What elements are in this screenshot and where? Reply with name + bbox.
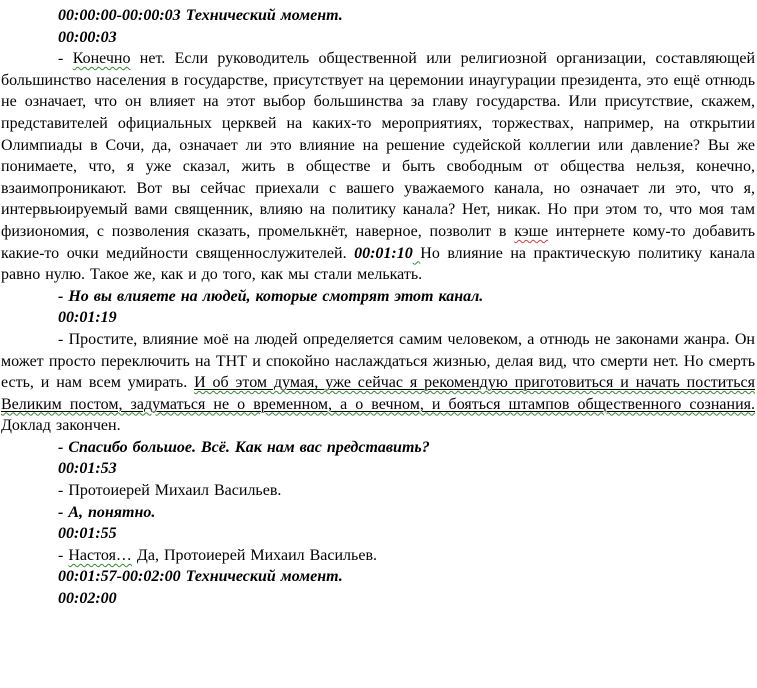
paragraph-answer-name-repeat — [1, 545, 755, 567]
paragraph-answer-death-fast — [1, 329, 755, 437]
timestamp-inline: 00:01:55 — [58, 525, 117, 543]
text-run: - — [58, 546, 69, 564]
paragraph-time-00-02-00 — [1, 588, 755, 610]
text-run: - Протоиерей Михаил Васильев. — [58, 482, 282, 500]
timestamp-inline: 00:00:00-00:00:03 Технический момент. — [58, 7, 343, 24]
timestamp-inline: 00:02:00 — [58, 590, 117, 608]
timestamp-inline: 00:01:19 — [58, 309, 117, 327]
misspelled-word: кэше — [514, 222, 549, 240]
paragraph-tech-moment-1 — [1, 5, 755, 27]
grammar-flagged-word: Настоя… — [68, 546, 132, 564]
timestamp-inline: - Но вы влияете на людей, которые смотрят этот канал. — [58, 287, 484, 305]
grammar-flagged-passage: И об этом думая, уже сейчас я рекомендую приготовиться и начать поститься Великим постом, задуматься не о временном, а о вечном, и бояться штампов общественного сознания. — [1, 374, 756, 413]
text-run: Но влияние на практическую политику канала равно нулю. Такое же, как и до того, как мы стали мелькать. — [1, 244, 755, 284]
paragraph-remark-understood — [1, 502, 755, 524]
paragraph-question-introduce — [1, 437, 755, 459]
paragraph-tech-moment-2 — [1, 566, 755, 588]
paragraph-answer-influence — [1, 48, 755, 286]
paragraph-time-00-00-03 — [1, 27, 755, 49]
timestamp-inline: 00:01:53 — [58, 460, 117, 478]
paragraph-answer-name — [1, 480, 755, 502]
paragraph-time-00-01-55 — [1, 523, 755, 545]
text-run: - — [58, 50, 73, 68]
timestamp-inline: 00:00:03 — [58, 28, 117, 46]
text-run: - Простите, влияние моё на людей определяется самим человеком, а отнюдь не законами жанра. Он может просто переключить на ТНТ и спокойно наслаждаться жизнью, делая вид, что смерти нет. Но смерть есть, и нам всем умирать. — [1, 330, 755, 392]
timestamp-inline: 00:01:57-00:02:00 Технический момент. — [58, 568, 343, 586]
text-run: Да, Протоиерей Михаил Васильев. — [131, 546, 377, 564]
text-run: Доклад закончен. — [1, 417, 121, 435]
timestamp-inline: - Спасибо большое. Всё. Как нам вас представить? — [58, 438, 430, 456]
text-run: нет. Если руководитель общественной или религиозной организации, составляющей большинство населения в государстве, присутствует на церемонии инаугурации президента, это ещё отнюдь не означает, что он влияет на этот выбор большинства за главу государства. Или присутствие, скажем, представителей официальных церквей на каких-то мероприятиях, торжествах, например, на открытии Олимпиады в Сочи, да, означает ли это влияние на решение судейской коллегии или давление? Вы же понимаете, что, я уже сказал, жить в обществе и быть свободным от общества нельзя, конечно, взаимопроникают. Вот вы сейчас приехали с вашего уважаемого канала, но означает ли это, что я, интервьюируемый вами священник, влияю на политику канала? Нет, никак. Но при этом то, что моя там физиономия, с позволения сказать, промелькнёт, наверное, позволит в — [1, 50, 756, 240]
paragraph-time-00-01-19 — [1, 307, 755, 329]
timestamp-inline: 00:01:10 — [354, 244, 413, 262]
grammar-flagged-word: Конечно — [72, 50, 131, 68]
timestamp-inline: - А, понятно. — [58, 503, 156, 521]
paragraph-question-channel-influence — [1, 286, 755, 308]
text-run: интернете кому-то добавить какие-то очки медийности священнослужителей. — [1, 222, 755, 262]
paragraph-time-00-01-53 — [1, 458, 755, 480]
